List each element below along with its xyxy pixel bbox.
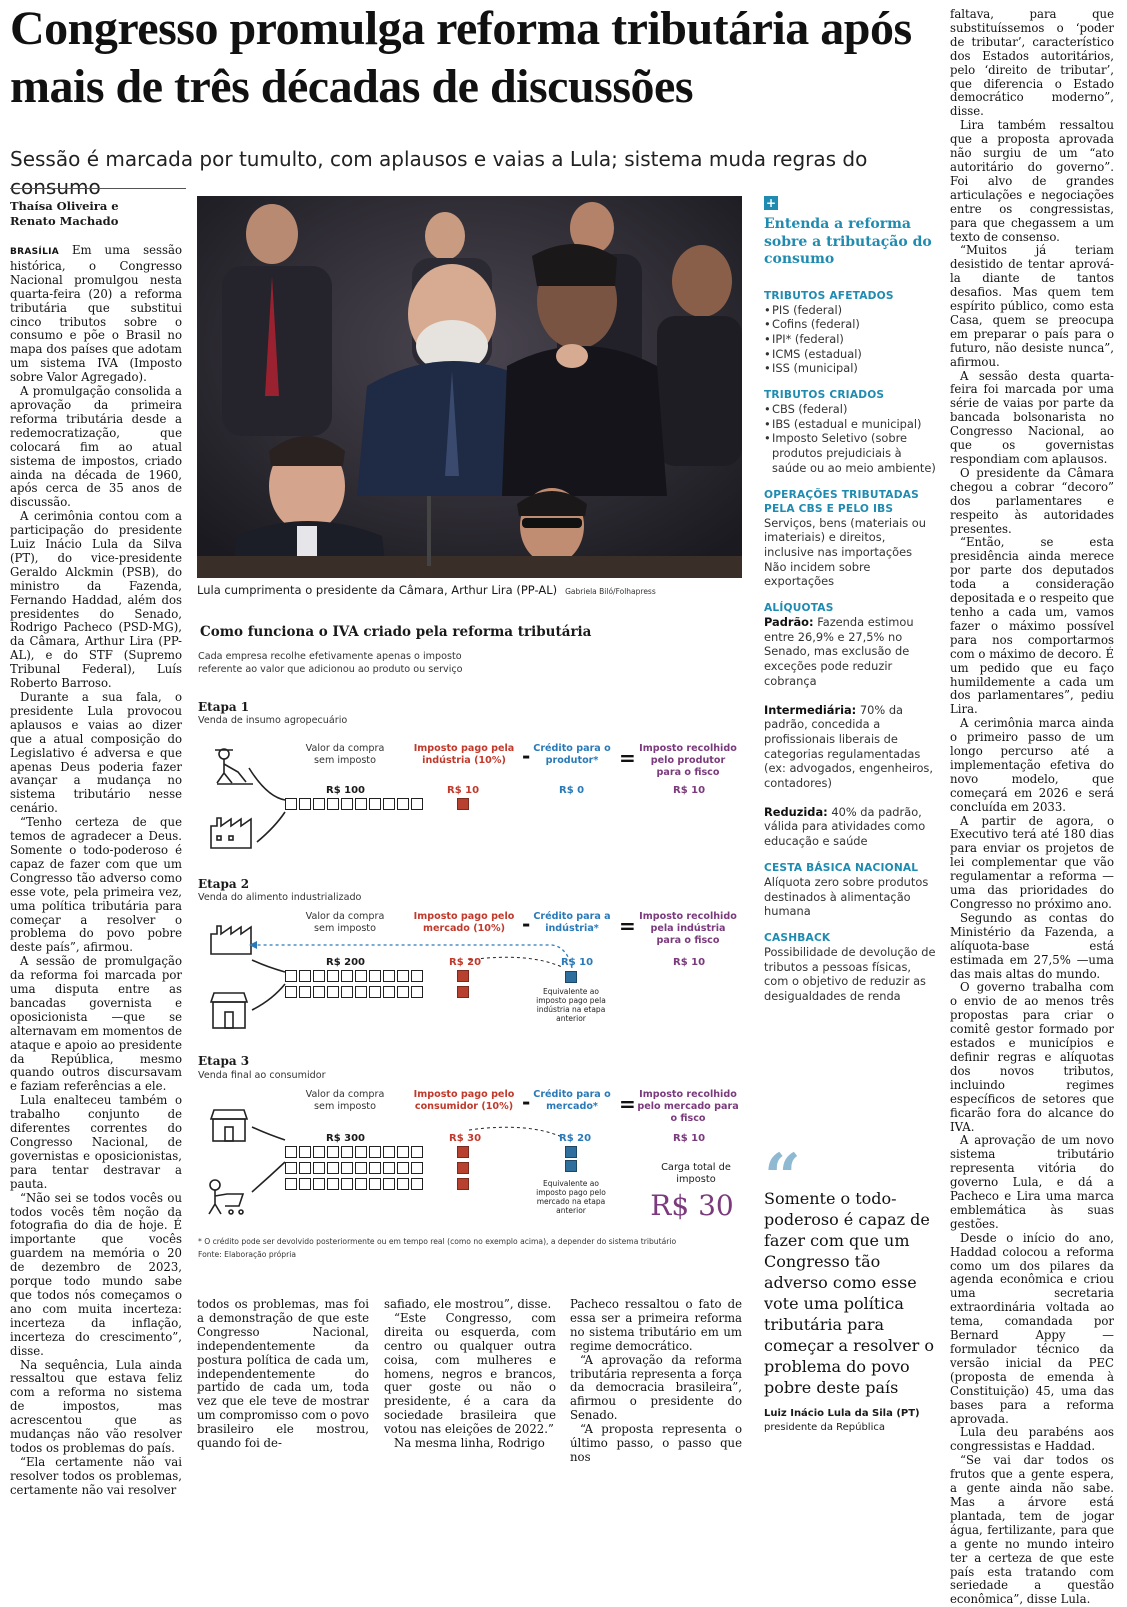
value-unit-box (313, 798, 325, 810)
article-paragraph: todos os problemas, mas foi a demonstração de que este Congresso Nacional, independentemente da postura política de cada um, independentemente do partido de cada um, toda vez que ele teve de mostrar um compromisso com o povo brasileiro ele mostrou, quando foi de- (197, 1297, 369, 1451)
value-unit-box (341, 1162, 353, 1174)
value-unit-box (397, 986, 409, 998)
article-paragraph: A sessão desta quarta-feira foi marcada por uma série de vaias por parte da bancada bolsonarista no Congresso Nacional, ao que os governistas respondiam com aplausos. (950, 368, 1114, 466)
list-item: • ICMS (estadual) (764, 347, 938, 362)
value-unit-box (313, 970, 325, 982)
value-unit-box (285, 986, 297, 998)
tax-unit-box (457, 970, 469, 982)
article-paragraph: A aprovação de um novo sistema tributário representa vitória do governo Lula, e dá a Pacheco e Lira uma marca emblemática às suas gestões. (950, 1133, 1114, 1231)
list-item: • CBS (federal) (764, 402, 938, 417)
value-unit-box (341, 1146, 353, 1158)
store-icon (211, 993, 247, 1028)
article-paragraph: Lira também ressaltou que a proposta aprovada não surgiu de um “ato autoritário do governo”. Foi alvo de grandes articulações e negociações entre os congressistas, para que chegassem a um texto de consenso. (950, 118, 1114, 244)
rate-reduced: Reduzida: 40% da padrão, válida para atividades como educação e saúde (764, 804, 926, 849)
created-heading: TRIBUTOS CRIADOS (764, 389, 885, 402)
article-paragraph: BRASÍLIA Em uma sessão histórica, o Congresso Nacional promulgou nesta quarta-feira (20) a reforma tributária que substitui cinco tributos sobre o consumo e põe o Brasil no mapa dos países que adotam um sistema IVA (Imposto sobre Valor Agregado). (10, 243, 182, 385)
stage-3-collected-label: Imposto recolhido pelo mercado para o fisco (637, 1089, 739, 1124)
affected-list (764, 303, 938, 377)
article-paragraph: A cerimônia contou com a participação do presidente Luiz Inácio Lula da Silva (PT), do vice-presidente Geraldo Alckmin (PSB), do ministro da Fazenda, Fernando Haddad, além dos presidentes do Senado, Rodrigo Pacheco (PSD-MG), da Câmara, Arthur Lira (PP-AL), e do STF (Supremo Tribunal Federal), Luís Roberto Barroso. (10, 509, 182, 691)
stage-3-tax-paid-label: Imposto pago pelo consumidor (10%) (413, 1089, 515, 1112)
stage-2-equivalent-note: Equivalente ao imposto pago pela indústria na etapa anterior (536, 987, 606, 1023)
value-unit-box (355, 1178, 367, 1190)
value-unit-box (383, 1146, 395, 1158)
value-unit-box (341, 1178, 353, 1190)
stage-2-credit-box (565, 971, 577, 983)
operations-text: Serviços, bens (materiais ou imateriais) e direitos, inclusive nas importações Não incidem sobre exportações (764, 515, 926, 589)
stage-3-value-boxes (285, 1146, 469, 1192)
photo-credit: Gabriela Biló/Folhapress (565, 587, 656, 596)
sidebar-title: Entenda a reforma sobre a tributação do consumo (764, 216, 932, 267)
value-unit-box (285, 1178, 297, 1190)
tax-unit-box (457, 986, 469, 998)
article-column-1 (10, 244, 182, 1498)
minus-sign: - (522, 744, 531, 768)
article-paragraph: Lula deu parabéns aos congressistas e Haddad. (950, 1425, 1114, 1454)
value-unit-box (355, 798, 367, 810)
article-paragraph: A promulgação consolida a aprovação da primeira reforma tributária desde a redemocratização, que colocará fim ao atual sistema de impostos, criado ainda na década de 1960, após cerca de 35 anos de discussão. (10, 384, 182, 510)
value-unit-box (397, 1162, 409, 1174)
article-paragraph: safiado, ele mostrou”, disse. (384, 1297, 552, 1311)
stage-1-subtitle: Venda de insumo agropecuário (198, 715, 348, 726)
value-unit-box (299, 798, 311, 810)
stage-1-collected-value: R$ 10 (673, 785, 706, 796)
rate-intermediate: Intermediária: 70% da padrão, concedida a profissionais liberais de categorias regulamentadas (ex: advogados, engenheiros, contadores) (764, 702, 933, 791)
news-photo (197, 196, 742, 578)
list-item: • IBS (estadual e municipal) (764, 417, 938, 432)
box-row (285, 1178, 469, 1190)
tax-unit-box (457, 1178, 469, 1190)
value-unit-box (383, 1162, 395, 1174)
article-paragraph: Pacheco ressaltou o fato de essa ser a primeira reforma no sistema tributário em um regime democrático. (570, 1297, 742, 1353)
tax-unit-box (457, 1146, 469, 1158)
article-paragraph: O governo trabalha com o envio de ao menos três propostas para criar o comitê gestor formado por estados e municípios e definir regras e alíquotas dos novos tributos, incluindo regimes específicos de setores que ficarão fora do alcance do IVA. (950, 980, 1114, 1134)
value-unit-box (355, 1146, 367, 1158)
value-unit-box (341, 986, 353, 998)
value-unit-box (313, 1178, 325, 1190)
photo-illustration (197, 196, 742, 578)
farmer-icon (215, 749, 253, 784)
operations-heading: OPERAÇÕES TRIBUTADAS PELA CBS E PELO IBS (764, 488, 919, 515)
stage-1-collected-label: Imposto recolhido pelo produtor para o fisco (639, 743, 737, 778)
article-paragraph: “Este Congresso, com direita ou esquerda, com centro ou qualquer outra coisa, com mulheres e homens, negros e brancos, quer goste ou não o presidente, é a cara da sociedade brasileira que votou nas eleições de 2022.” (384, 1310, 556, 1437)
infographic-notes (198, 1235, 743, 1261)
stage-3-collected-value: R$ 10 (673, 1133, 706, 1144)
stage-1-credit-label: Crédito para o produtor* (533, 743, 611, 766)
value-unit-box (327, 1178, 339, 1190)
value-unit-box (397, 1178, 409, 1190)
value-unit-box (327, 986, 339, 998)
value-unit-box (285, 970, 297, 982)
value-unit-box (327, 970, 339, 982)
value-unit-box (299, 1178, 311, 1190)
stage-3-credit-boxes (565, 1146, 577, 1172)
stage-3-credit-label: Crédito para o mercado* (533, 1089, 611, 1112)
box-spacer (425, 1146, 455, 1158)
equals-sign: = (619, 746, 636, 770)
quote-author-role: presidente da República (764, 1422, 885, 1433)
value-unit-box (383, 986, 395, 998)
total-burden-label: Carga total de imposto (661, 1162, 731, 1185)
factory-icon (211, 818, 251, 848)
article-column-right (950, 8, 1114, 1607)
rates-heading: ALÍQUOTAS (764, 602, 834, 615)
list-item: • PIS (federal) (764, 303, 938, 318)
credit-flow-line (255, 945, 572, 968)
list-item: • ISS (municipal) (764, 361, 938, 376)
tax-unit-box (457, 798, 469, 810)
value-unit-box (299, 970, 311, 982)
stage-2-tax-paid-label: Imposto pago pelo mercado (10%) (413, 911, 515, 934)
value-unit-box (369, 970, 381, 982)
pull-quote: Somente o todo-poderoso é capaz de fazer com que um Congresso tão adverso como esse vote uma política tributária para começar a resolver o problema do povo pobre deste país (764, 1189, 935, 1397)
value-unit-box (369, 1146, 381, 1158)
iva-infographic (197, 622, 742, 1287)
cashback-heading: CASHBACK (764, 932, 831, 944)
value-unit-box (285, 798, 297, 810)
article-paragraph: “Muitos já teriam desistido de tentar aprová-la diante de tantos desafios. Mas quem tem espírito público, como esta Casa, quem se preocupa em preparar o país para o futuro, não desiste nunca”, afirmou. (950, 243, 1114, 369)
box-row (285, 1146, 469, 1158)
value-unit-box (411, 1178, 423, 1190)
quote-mark-icon: “ (764, 1140, 801, 1215)
stage-1-tax-paid-label: Imposto pago pela indústria (10%) (413, 743, 515, 766)
cashback-text: Possibilidade de devolução de tributos a pessoas físicas, com o objetivo de reduzir as desigualdades de renda (764, 945, 936, 1004)
value-unit-box (327, 798, 339, 810)
stage-3-equivalent-note: Equivalente ao imposto pago pelo mercado na etapa anterior (536, 1179, 606, 1215)
article-column-2 (197, 1298, 369, 1451)
value-unit-box (313, 1146, 325, 1158)
stage-2-subtitle: Venda do alimento industrializado (198, 892, 362, 903)
article-paragraph: A sessão de promulgação da reforma foi marcada por uma disputa entre as bancadas governista e oposicionista —que se alternavam em momentos de ataque e apoio ao presidente da República, mesmo quando outros discursavam e faziam referências a ele. (10, 954, 182, 1094)
basket-text: Alíquota zero sobre produtos destinados à alimentação humana (764, 874, 929, 919)
rate-standard: Padrão: Fazenda estimou entre 26,9% e 27,5% no Senado, mas exclusão de exceções pode reduzir cobrança (764, 615, 914, 688)
article-paragraph: Lula enalteceu também o trabalho conjunto de diferentes correntes do Congresso Nacional, de governistas e oposicionistas, para tentar destravar a pauta. (10, 1093, 182, 1191)
stage-2-purchase-value: R$ 200 (326, 957, 366, 968)
infographic-source: Fonte: Elaboração própria (198, 1250, 296, 1259)
value-unit-box (327, 1146, 339, 1158)
quote-attribution (764, 1407, 938, 1435)
article-paragraph: “Não sei se todos vocês ou todos vocês têm noção da fotografia do dia de hoje. É importante que vocês guardem na memória o 20 de dezembro de 2023, porque todo mundo sabe que todos nós começamos o ano com muita incerteza: incerteza da inflação, incerteza do crescimento”, disse. (10, 1190, 182, 1358)
article-paragraph: Desde o início do ano, Haddad colocou a reforma como um dos pilares da agenda econômica e criou uma secretaria extraordinária voltada ao tema, comandada por Bernard Appy —formulador técnico da versão inicial da PEC (proposta de emenda à Constituição) 45, uma das bases para a reforma aprovada. (950, 1230, 1114, 1426)
article-paragraph: O presidente da Câmara chegou a cobrar “decoro” dos parlamentares e respeito às autoridades presentes. (950, 465, 1114, 536)
value-unit-box (369, 1162, 381, 1174)
article-paragraph: “Ela certamente não vai resolver todos os problemas, certamente não vai resolver (10, 1454, 182, 1497)
article-paragraph: “A proposta representa o último passo, o passo que nos (570, 1422, 742, 1464)
article-paragraph: “Se vai dar todos os frutos que a gente espera, a gente ainda não sabe. Mas a árvore está plantada, tem de jogar água, fertilizante, para que a gente no mundo inteiro ter a certeza de que este país esta tratando com seriedade a questão econômica”, disse Lula. (950, 1453, 1114, 1607)
value-unit-box (327, 1162, 339, 1174)
article-paragraph: “A aprovação da reforma tributária representa a força da democracia brasileira”, afirmou o presidente do Senado. (570, 1352, 742, 1423)
article-paragraph: “Então, se esta presidência ainda merece por parte dos deputados toda a consideração depositada e o respeito que tenho a cada um, vamos fazer o máximo possível para nos comportarmos com o máximo de decoro. É um pedido que eu faço humildemente a cada um dos parlamentares”, pediu Lira. (950, 535, 1114, 717)
box-spacer (425, 986, 455, 998)
box-spacer (425, 1178, 455, 1190)
headline: Congresso promulga reforma tributária após mais de três décadas de discussões (10, 2, 912, 113)
article-paragraph: A partir de agora, o Executivo terá até 180 dias para enviar os projetos de lei complementar que vão regulamentar a reforma —uma das prioridades do Congresso no próximo ano. (950, 813, 1114, 911)
equals-sign: = (619, 914, 636, 938)
value-unit-box (397, 1146, 409, 1158)
dateline: BRASÍLIA (10, 247, 60, 257)
byline-line: Renato Machado (10, 214, 119, 228)
value-unit-box (341, 970, 353, 982)
value-unit-box (355, 1162, 367, 1174)
basket-heading: CESTA BÁSICA NACIONAL (764, 861, 919, 874)
list-item: • Cofins (federal) (764, 317, 938, 332)
value-unit-box (299, 986, 311, 998)
value-unit-box (411, 1146, 423, 1158)
infographic-description: Cada empresa recolhe efetivamente apenas o imposto referente ao valor que adicionou ao produto ou serviço (198, 651, 463, 675)
value-unit-box (383, 1178, 395, 1190)
stage-3-title: Etapa 3 (198, 1054, 250, 1068)
stage-3-subtitle: Venda final ao consumidor (198, 1070, 326, 1081)
caption-text: Lula cumprimenta o presidente da Câmara, Arthur Lira (PP-AL) (197, 583, 558, 597)
box-row (285, 986, 469, 998)
list-item: • IPI* (federal) (764, 332, 938, 347)
stage-1-title: Etapa 1 (198, 700, 250, 714)
stage-3-purchase-value: R$ 300 (326, 1133, 366, 1144)
box-spacer (425, 970, 455, 982)
stage-2-collected-label: Imposto recolhido pela indústria para o fisco (639, 911, 737, 946)
box-row (285, 1162, 469, 1174)
value-unit-box (341, 798, 353, 810)
value-unit-box (313, 986, 325, 998)
stage-2-title: Etapa 2 (198, 877, 250, 891)
value-unit-box (313, 1162, 325, 1174)
plus-icon: + (765, 196, 777, 210)
stage-1-tax-paid-value: R$ 10 (447, 785, 480, 796)
stage-1-credit-value: R$ 0 (559, 785, 585, 796)
created-list (764, 402, 938, 476)
value-unit-box (355, 986, 367, 998)
quote-author-name: Luiz Inácio Lula da Sila (PT) (764, 1408, 920, 1419)
equals-sign: = (619, 1092, 636, 1116)
factory-icon (211, 926, 251, 954)
stage-3-purchase-label: Valor da compra sem imposto (305, 1089, 385, 1112)
article-column-3 (384, 1298, 556, 1451)
affected-heading: TRIBUTOS AFETADOS (764, 289, 894, 302)
value-unit-box (411, 1162, 423, 1174)
byline (10, 188, 186, 229)
value-unit-box (369, 1178, 381, 1190)
stage-2-purchase-label: Valor da compra sem imposto (305, 911, 385, 934)
value-unit-box (299, 1146, 311, 1158)
minus-sign: - (522, 1090, 531, 1114)
store-icon (211, 1110, 247, 1141)
value-unit-box (369, 798, 381, 810)
explainer-sidebar (764, 196, 938, 1004)
stage-2-value-boxes (285, 970, 469, 1000)
article-paragraph: “Tenho certeza de que temos de agradecer a Deus. Somente o todo-poderoso é capaz de fazer com que um Congresso tão adverso como esse vote, pela primeira vez, uma política tributária para começar a resolver o problema do povo pobre deste país”, afirmou. (10, 815, 182, 955)
stage-3-credit-value: R$ 20 (559, 1133, 592, 1144)
value-unit-box (355, 970, 367, 982)
value-unit-box (369, 986, 381, 998)
byline-line: Thaísa Oliveira e (10, 199, 119, 213)
box-row (285, 798, 469, 810)
minus-sign: - (522, 912, 531, 936)
stage-1-purchase-value: R$ 100 (326, 785, 366, 796)
stage-2-tax-paid-value: R$ 20 (449, 957, 482, 968)
tax-unit-box (457, 1162, 469, 1174)
flow-line-1 (249, 768, 285, 800)
article-paragraph: Na sequência, Lula ainda ressaltou que estava feliz com a reforma no sistema de impostos, mas acrescentou que as mudanças não vão resolver todos os problemas do país. (10, 1357, 182, 1455)
photo-caption (197, 583, 742, 597)
infographic-title: Como funciona o IVA criado pela reforma tributária (200, 624, 592, 640)
article-paragraph: Durante a sua fala, o presidente Lula provocou aplausos e vaias ao dizer que a atual composição do Legislativo é adversa e que apenas Deus poderia fazer avançar a mudança no sistema tributário nesse cenário. (10, 690, 182, 816)
consumer-cart-icon (209, 1180, 243, 1214)
value-unit-box (411, 970, 423, 982)
box-row (285, 970, 469, 982)
stage-2-credit-value: R$ 10 (561, 957, 594, 968)
article-paragraph: A cerimônia marca ainda o primeiro passo de um longo percurso até a implementação efetiva do novo modelo, que começará em 2026 e será concluída em 2033. (950, 716, 1114, 814)
total-burden-value: R$ 30 (650, 1189, 734, 1222)
article-paragraph: faltava, para que substituíssemos o ‘poder de tributar’, característico dos Estados autoritários, pelo ‘direito de tributar’, que diferencia o Estado democrático moderno”, disse. (950, 7, 1114, 119)
stage-2-credit-label: Crédito para a indústria* (533, 911, 611, 934)
subheadline: Sessão é marcada por tumulto, com aplausos e vaias a Lula; sistema muda regras do consumo (10, 147, 868, 199)
value-unit-box (285, 1146, 297, 1158)
value-unit-box (383, 970, 395, 982)
list-item: • Imposto Seletivo (sobre produtos prejudiciais à saúde ou ao meio ambiente) (764, 431, 938, 475)
article-paragraph: Segundo as contas do Ministério da Fazenda, a alíquota-base está estimada em 27,5% —uma das mais altas do mundo. (950, 910, 1114, 981)
value-unit-box (285, 1162, 297, 1174)
value-unit-box (397, 798, 409, 810)
value-unit-box (411, 798, 423, 810)
value-unit-box (397, 970, 409, 982)
stage-3-tax-paid-value: R$ 30 (449, 1133, 482, 1144)
value-unit-box (411, 986, 423, 998)
box-spacer (425, 1162, 455, 1174)
stage-1-purchase-label: Valor da compra sem imposto (305, 743, 385, 766)
article-column-4 (570, 1298, 742, 1465)
infographic-footnote: * O crédito pode ser devolvido posteriormente ou em tempo real (como no exemplo acima), a depender do sistema tributário (198, 1237, 677, 1246)
article-paragraph: Na mesma linha, Rodrigo (394, 1436, 545, 1451)
value-unit-box (383, 798, 395, 810)
value-unit-box (299, 1162, 311, 1174)
flow-arrow-1 (257, 812, 285, 842)
box-spacer (425, 798, 455, 810)
stage-2-collected-value: R$ 10 (673, 957, 706, 968)
stage-1-value-boxes (285, 798, 469, 812)
